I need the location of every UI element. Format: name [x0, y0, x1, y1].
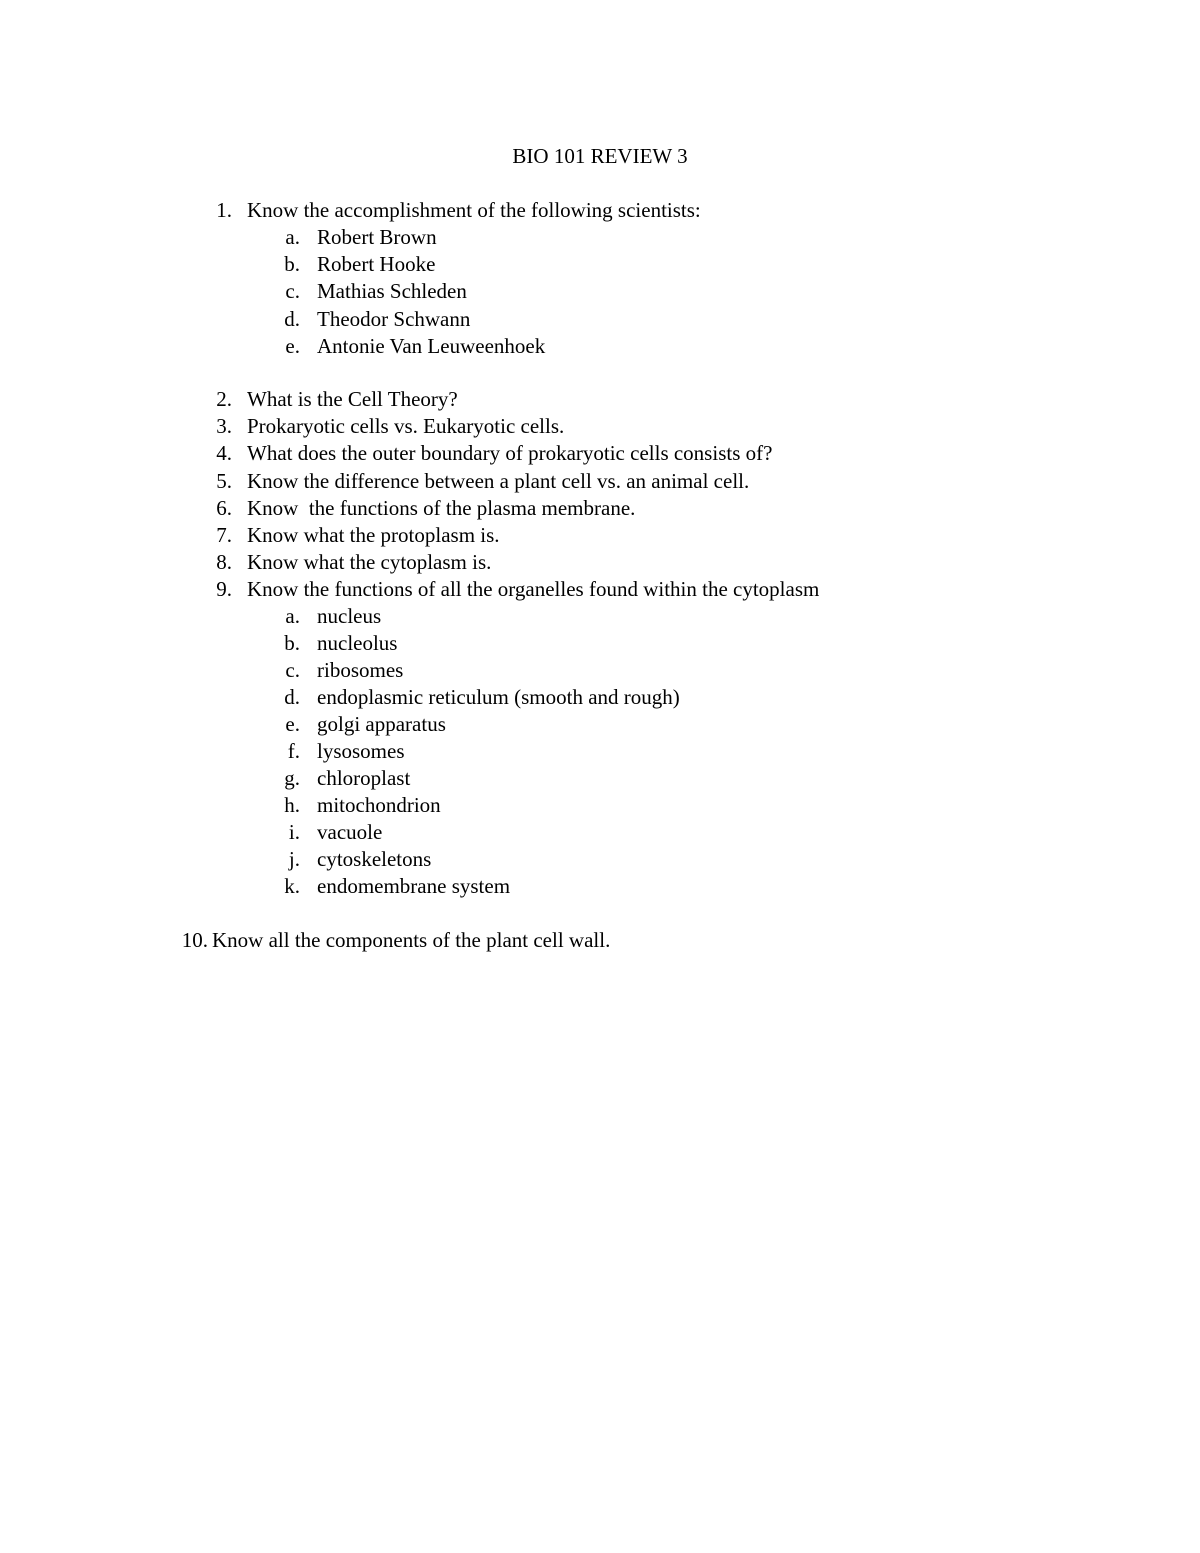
- sub-list-letter: k.: [284, 874, 300, 898]
- sub-list-letter: b.: [284, 252, 300, 276]
- sub-list-letter: b.: [284, 631, 300, 655]
- list-item-text: Know the functions of the plasma membrane.: [247, 496, 636, 520]
- sub-list-text: Antonie Van Leuweenhoek: [317, 334, 546, 358]
- sub-list-text: cytoskeletons: [317, 847, 432, 871]
- list-item-text: Prokaryotic cells vs. Eukaryotic cells.: [247, 414, 565, 438]
- list-item-number: 10.: [181, 928, 208, 952]
- sub-list-letter: d.: [284, 307, 300, 331]
- sub-list-letter: j.: [288, 847, 300, 871]
- sub-list-text: vacuole: [317, 820, 383, 844]
- sub-list-text: Theodor Schwann: [317, 307, 471, 331]
- sub-list-text: nucleolus: [317, 631, 398, 655]
- sub-list-text: ribosomes: [317, 658, 404, 682]
- sub-list-text: mitochondrion: [317, 793, 441, 817]
- sub-list-letter: d.: [284, 685, 300, 709]
- sub-list-letter: a.: [285, 225, 300, 249]
- sub-list-text: nucleus: [317, 604, 382, 628]
- sub-list-letter: g.: [284, 766, 300, 790]
- list-item-text: Know the difference between a plant cell vs. an animal cell.: [247, 469, 750, 493]
- sub-list-letter: f.: [287, 739, 300, 763]
- list-item-text: Know the accomplishment of the following scientists:: [247, 198, 701, 222]
- sub-list-text: golgi apparatus: [317, 712, 446, 736]
- list-item-number: 3.: [216, 414, 232, 438]
- list-item-number: 1.: [216, 198, 232, 222]
- list-item-text: What does the outer boundary of prokaryotic cells consists of?: [247, 441, 773, 465]
- sub-list-letter: e.: [285, 334, 300, 358]
- list-item-number: 9.: [216, 577, 232, 601]
- sub-list-text: Robert Brown: [317, 225, 437, 249]
- list-item-number: 6.: [216, 496, 232, 520]
- list-item-number: 5.: [216, 469, 232, 493]
- sub-list-text: Mathias Schleden: [317, 279, 467, 303]
- list-item-text: Know the functions of all the organelles found within the cytoplasm: [247, 577, 820, 601]
- sub-list-letter: i.: [288, 820, 300, 844]
- list-item-number: 7.: [216, 523, 232, 547]
- sub-list-letter: a.: [285, 604, 300, 628]
- list-item-text: What is the Cell Theory?: [247, 387, 458, 411]
- sub-list-letter: c.: [285, 279, 300, 303]
- sub-list-letter: h.: [284, 793, 300, 817]
- list-item-number: 2.: [216, 387, 232, 411]
- sub-list-text: Robert Hooke: [317, 252, 436, 276]
- list-item-text: Know what the cytoplasm is.: [247, 550, 492, 574]
- sub-list-letter: c.: [285, 658, 300, 682]
- list-item-number: 8.: [216, 550, 232, 574]
- sub-list-letter: e.: [285, 712, 300, 736]
- list-item-number: 4.: [216, 441, 232, 465]
- sub-list-text: lysosomes: [317, 739, 405, 763]
- list-item-text: Know what the protoplasm is.: [247, 523, 500, 547]
- sub-list-text: endoplasmic reticulum (smooth and rough): [317, 685, 680, 709]
- list-item-text: Know all the components of the plant cell wall.: [212, 928, 611, 952]
- sub-list-text: endomembrane system: [317, 874, 511, 898]
- sub-list-text: chloroplast: [317, 766, 411, 790]
- page-title: BIO 101 REVIEW 3: [512, 144, 688, 168]
